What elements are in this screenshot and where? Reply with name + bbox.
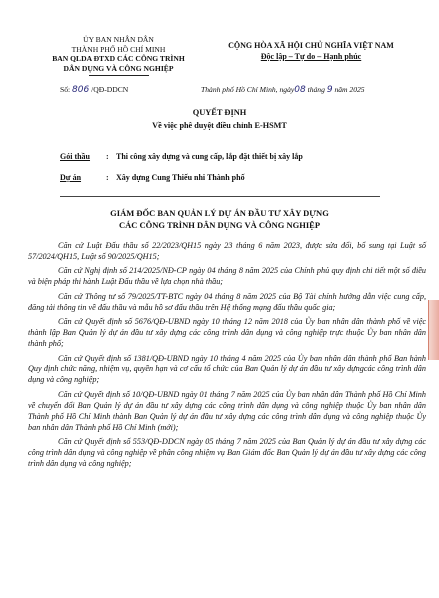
decision-subtitle: Về việc phê duyệt điều chỉnh E-HSMT: [152, 121, 287, 130]
document-date: [201, 85, 426, 95]
legal-basis-paragraph: Căn cứ Quyết định số 553/QĐ-DDCN ngày 05 tháng 7 năm 2025 của Ban Quản lý dự án đầu tư xây dựng các công trình dân dụng và công nghiệp về phân công nhiệm vụ Ban Giám đốc Ban Quản lý dự án đầu tư xây dựng các công trình dân dụng và công nghiệp;: [28, 437, 426, 468]
agency-line-1: ỦY BAN NHÂN DÂN: [83, 35, 154, 44]
decision-title: QUYẾT ĐỊNH: [192, 108, 247, 117]
date-part-3: năm 2025: [332, 85, 365, 94]
national-header: [196, 41, 426, 62]
legal-basis-paragraph: Căn cứ Thông tư số 79/2025/TT-BTC ngày 04 tháng 8 năm 2025 của Bộ Tài chính hướng dẫn việc cung cấp, đăng tải thông tin về đấu thầu và mẫu hồ sơ đấu thầu trên Hệ thống mạng đấu thầu quốc gia;: [28, 291, 426, 312]
authority-line-1: GIÁM ĐỐC BAN QUẢN LÝ DỰ ÁN ĐẦU TƯ XÂY DỰNG: [110, 208, 329, 218]
project-row: [60, 173, 245, 182]
agency-line-4: DÂN DỤNG VÀ CÔNG NGHIỆP: [63, 63, 174, 73]
date-part-2: tháng: [305, 85, 327, 94]
agency-underline: [89, 75, 149, 76]
project-colon: :: [106, 173, 109, 182]
doc-number-suffix: /QĐ-DDCN: [89, 85, 129, 94]
seal-stamp-edge: [428, 300, 439, 360]
legal-basis-paragraph: Căn cứ Luật Đấu thầu số 22/2023/QH15 ngày 23 tháng 6 năm 2023, được sửa đổi, bổ sung tại Luật số 57/2024/QH15, Luật số 90/2025/QH15;: [28, 241, 426, 261]
package-label: Gói thầu: [60, 152, 91, 161]
national-title: CỘNG HÒA XÃ HỘI CHỦ NGHĨA VIỆT NAM: [228, 41, 394, 50]
issuing-agency-header: [26, 35, 211, 76]
agency-line-3: BAN QLDA ĐTXD CÁC CÔNG TRÌNH: [52, 54, 185, 64]
legal-basis-body: [28, 241, 426, 473]
legal-basis-paragraph: Căn cứ Quyết định số 5676/QĐ-UBND ngày 10 tháng 12 năm 2018 của Ủy ban nhân dân thành phố về việc thành lập Ban Quản lý dự án đầu tư xây dựng các công trình dân dụng và công nghiệp trực thuộc Ủy ban nhân dân thành phố;: [28, 317, 426, 349]
doc-number-handwritten: 806: [72, 85, 90, 95]
date-month-handwritten: 9: [326, 85, 333, 95]
package-value: Thi công xây dựng và cung cấp, lắp đặt thiết bị xây lắp: [116, 152, 303, 161]
legal-basis-paragraph: Căn cứ Quyết định số 1381/QĐ-UBND ngày 10 tháng 4 năm 2025 của Ủy ban nhân dân thành phố Ban hành Quy định chức năng, nhiệm vụ, quyền hạn và cơ cấu tổ chức của Ban Quản lý dự án đầu tư xây dựngcác công trình dân dụng và công nghiệp;: [28, 353, 426, 385]
national-motto: Độc lập – Tự do – Hạnh phúc: [260, 51, 362, 61]
project-value: Xây dựng Cung Thiếu nhi Thành phố: [116, 173, 245, 182]
date-part-1: Thành phố Hồ Chí Minh, ngày: [201, 85, 295, 94]
section-divider: [60, 196, 380, 197]
document-number: [60, 85, 128, 95]
date-day-handwritten: 08: [294, 85, 306, 95]
legal-basis-paragraph: Căn cứ Nghị định số 214/2025/NĐ-CP ngày 04 tháng 8 năm 2025 của Chính phủ quy định chi tiết một số điều và biện pháp thi hành Luật Đấu thầu về lựa chọn nhà thầu;: [28, 266, 426, 287]
doc-number-prefix: Số:: [60, 85, 73, 94]
package-colon: :: [106, 152, 109, 161]
authority-line-2: CÁC CÔNG TRÌNH DÂN DỤNG VÀ CÔNG NGHIỆP: [118, 220, 321, 230]
project-label: Dự án: [60, 173, 82, 182]
agency-line-2: THÀNH PHỐ HỒ CHÍ MINH: [71, 44, 166, 54]
legal-basis-paragraph: Căn cứ Quyết định số 10/QĐ-UBND ngày 01 tháng 7 năm 2025 của Ủy ban nhân dân Thành phố Hồ Chí Minh về chuyển đổi Ban Quản lý dự án đầu tư xây dựng các công trình dân dụng và công nghiệp thuộc Ủy ban nhân dân Thành phố Hồ Chí Minh thành Ban Quản lý dự án đầu tư xây dựng các công trình dân dụng và công nghiệp thuộc Ủy ban nhân dân Thành phố Hồ Chí Minh (mới);: [28, 389, 426, 432]
package-row: [60, 152, 303, 161]
authority-heading: [0, 207, 439, 231]
